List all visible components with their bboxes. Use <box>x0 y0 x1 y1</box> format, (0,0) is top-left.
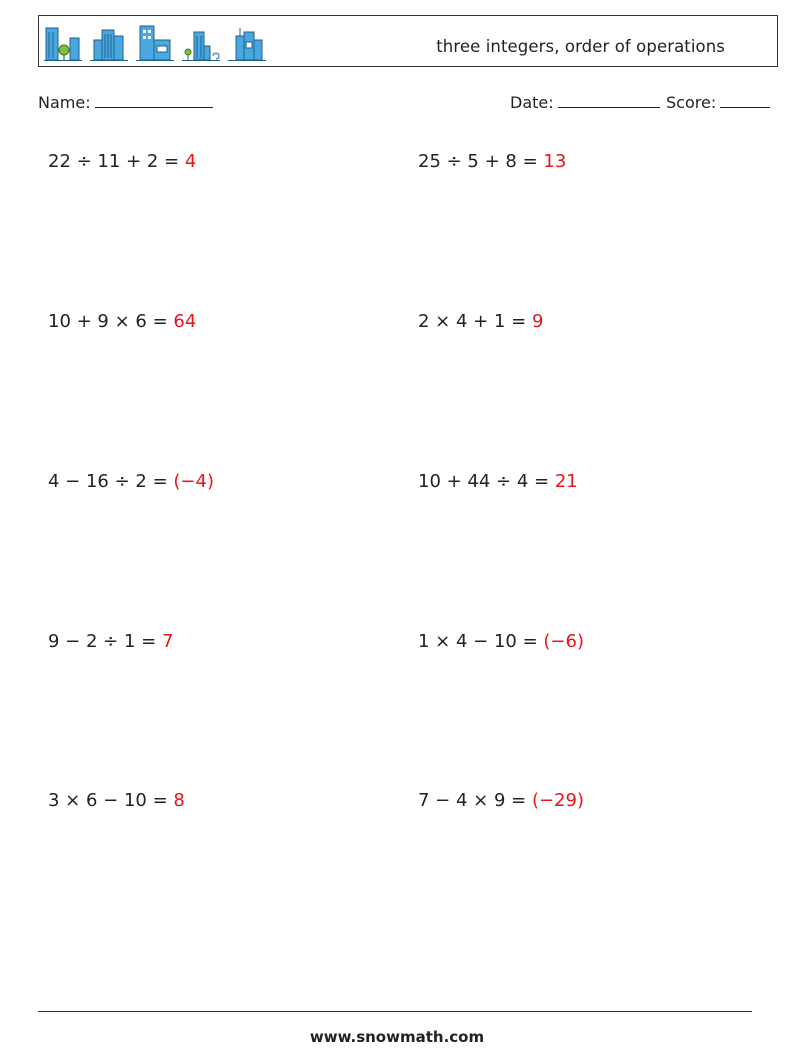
date-field <box>510 93 660 112</box>
problem-9 <box>48 790 185 811</box>
problem-expression: 4 − 16 ÷ 2 = <box>48 471 168 492</box>
city-building-1-icon <box>44 24 82 62</box>
name-label: Name: <box>38 93 91 112</box>
problem-expression: 10 + 9 × 6 = <box>48 311 168 332</box>
problem-expression: 7 − 4 × 9 = <box>418 790 527 811</box>
problem-answer: 64 <box>173 311 197 332</box>
problem-answer: 8 <box>173 790 185 811</box>
city-building-5-icon <box>228 24 266 62</box>
date-label: Date: <box>510 93 554 112</box>
problem-expression: 3 × 6 − 10 = <box>48 790 168 811</box>
problem-answer: (−6) <box>543 631 584 652</box>
problem-answer: 9 <box>531 311 544 332</box>
problem-8 <box>418 631 584 652</box>
date-blank-line[interactable] <box>558 93 660 108</box>
name-field <box>38 93 213 112</box>
problem-10 <box>418 790 584 811</box>
problem-answer: (−29) <box>531 790 584 811</box>
problem-4 <box>418 311 543 332</box>
score-field <box>666 93 770 112</box>
problem-expression: 25 ÷ 5 + 8 = <box>418 151 538 172</box>
city-building-3-icon <box>136 24 174 62</box>
worksheet-title: three integers, order of operations <box>436 37 725 56</box>
problem-7 <box>48 631 173 652</box>
worksheet-header <box>38 15 778 67</box>
problem-expression: 9 − 2 ÷ 1 = <box>48 631 157 652</box>
problem-1 <box>48 151 196 172</box>
score-blank-line[interactable] <box>720 93 770 108</box>
problem-5 <box>48 471 214 492</box>
footer-website[interactable]: www.snowmath.com <box>309 1028 485 1046</box>
problem-expression: 10 + 44 ÷ 4 = <box>418 471 550 492</box>
footer-divider <box>38 1011 752 1012</box>
problem-2 <box>418 151 566 172</box>
problem-answer: 7 <box>161 631 174 652</box>
problem-answer: 13 <box>543 151 567 172</box>
problem-answer: (−4) <box>173 471 214 492</box>
name-blank-line[interactable] <box>95 93 213 108</box>
city-building-2-icon <box>90 24 128 62</box>
score-label: Score: <box>666 93 717 112</box>
problem-expression: 22 ÷ 11 + 2 = <box>48 151 180 172</box>
problem-6 <box>418 471 578 492</box>
city-building-4-icon <box>182 24 220 62</box>
problem-answer: 4 <box>184 151 197 172</box>
city-logo-strip <box>44 22 266 62</box>
problem-3 <box>48 311 196 332</box>
problem-expression: 1 × 4 − 10 = <box>418 631 538 652</box>
problem-answer: 21 <box>554 471 578 492</box>
problem-expression: 2 × 4 + 1 = <box>418 311 527 332</box>
